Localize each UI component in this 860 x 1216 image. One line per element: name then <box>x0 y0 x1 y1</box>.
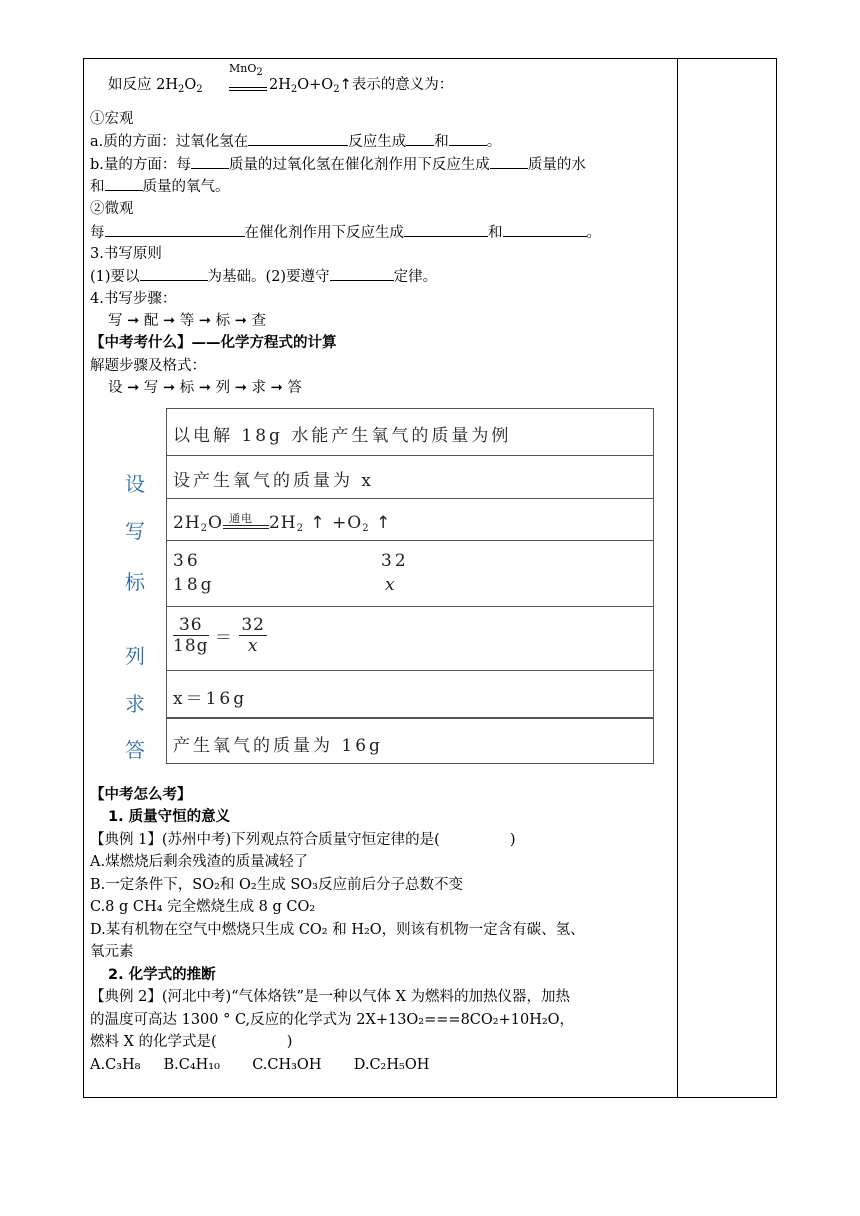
steps-heading: 4.书写步骤： <box>90 291 177 307</box>
macro-a: a.质的方面：过氧化氢在 反应生成 和 。 <box>90 131 501 152</box>
calc-title: 以电解 18g 水能产生氧气的质量为例 <box>173 426 512 446</box>
step-label-list: 列 <box>125 644 145 668</box>
step-label-set: 设 <box>125 472 145 496</box>
equal-sign <box>229 87 267 91</box>
calc-mark-row <box>166 540 654 606</box>
calc-equation: $2H_2O$ 通电 $2H_2$ ↑ $+O_2$ ↑ <box>173 512 392 534</box>
example-1-question: 【典例 1】(苏州中考)下列观点符合质量守恒定律的是( ) <box>90 832 516 848</box>
steps-list: 写 ➞ 配 ➞ 等 ➞ 标 ➞ 查 <box>108 313 266 329</box>
step-label-write: 写 <box>125 519 145 543</box>
principles-heading: 3.书写原则 <box>90 246 162 262</box>
example-2-line-1: 【典例 2】(河北中考)“气体烙铁”是一种以气体 X 为燃料的加热仪器，加热 <box>90 989 571 1005</box>
section-1-title: 1. 质量守恒的意义 <box>108 809 231 825</box>
macro-b-cont: 和 质量的氧气。 <box>90 176 230 197</box>
option-b: B.一定条件下，SO₂和 O₂生成 SO₃反应前后分子总数不变 <box>90 877 463 893</box>
exam-what-sub: 解题步骤及格式： <box>90 358 206 374</box>
calc-set-row <box>166 455 654 498</box>
mark-32: 32 <box>381 551 409 571</box>
example-2-line-3: 燃料 X 的化学式是( ) <box>90 1034 293 1050</box>
principles-line: (1)要以 为基础。(2)要遵守 定律。 <box>90 266 437 287</box>
mark-x: x <box>385 575 398 595</box>
example-2-line-2: 的温度可高达 1300 ° C,反应的化学式为 2X+13O₂===8CO₂+10H₂O， <box>90 1012 575 1028</box>
product-water: 2H <box>269 77 291 93</box>
calc-result-row <box>166 670 654 718</box>
micro-line: 每 在催化剂作用下反应生成 和 。 <box>90 222 601 243</box>
calc-proportion: $\frac{36}{18g}$ ＝ $\frac{32}{x}$ <box>173 615 265 656</box>
calc-answer-row <box>166 718 654 764</box>
macro-b: b.量的方面：每 质量的过氧化氢在催化剂作用下反应生成 质量的水 <box>90 154 586 175</box>
option-d-cont: 氧元素 <box>90 944 134 960</box>
catalyst-label: MnO2 <box>229 62 263 78</box>
exam-how-heading: 【中考怎么考】 <box>90 787 192 803</box>
product-oxygen: O+O <box>297 77 334 93</box>
calc-proportion-row <box>166 606 654 670</box>
calc-result: x＝16g <box>173 689 248 709</box>
reaction-lead: 如反应 2H <box>108 77 178 93</box>
example-2-choices: A.C₃H₈ B.C₄H₁₀ C.CH₃OH D.C₂H₅OH <box>90 1057 430 1073</box>
column-divider <box>677 58 678 1098</box>
calc-answer: 产生氧气的质量为 16g <box>173 736 383 756</box>
calc-equation-row <box>166 498 654 540</box>
section-2-title: 2. 化学式的推断 <box>108 967 216 983</box>
option-c: C.8 g CH₄ 完全燃烧生成 8 g CO₂ <box>90 899 316 915</box>
option-a: A.煤燃烧后剩余残渣的质量减轻了 <box>90 854 309 870</box>
mark-36: 36 <box>173 551 201 571</box>
micro-heading: ②微观 <box>90 201 134 217</box>
exam-what-heading: 【中考考什么】——化学方程式的计算 <box>90 335 337 351</box>
calc-title-row <box>166 408 654 455</box>
mark-18g: 18g <box>173 575 215 595</box>
calc-set: 设产生氧气的质量为 x <box>173 471 374 491</box>
step-label-solve: 求 <box>125 692 145 716</box>
macro-heading: ①宏观 <box>90 111 134 127</box>
reaction-meaning: 表示的意义为： <box>351 77 454 93</box>
step-label-mark: 标 <box>125 570 145 594</box>
worked-example <box>166 408 656 764</box>
step-label-answer: 答 <box>125 738 145 762</box>
exam-steps-list: 设 ➞ 写 ➞ 标 ➞ 列 ➞ 求 ➞ 答 <box>108 380 302 396</box>
option-d: D.某有机物在空气中燃烧只生成 CO₂ 和 H₂O，则该有机物一定含有碳、氢、 <box>90 922 585 938</box>
